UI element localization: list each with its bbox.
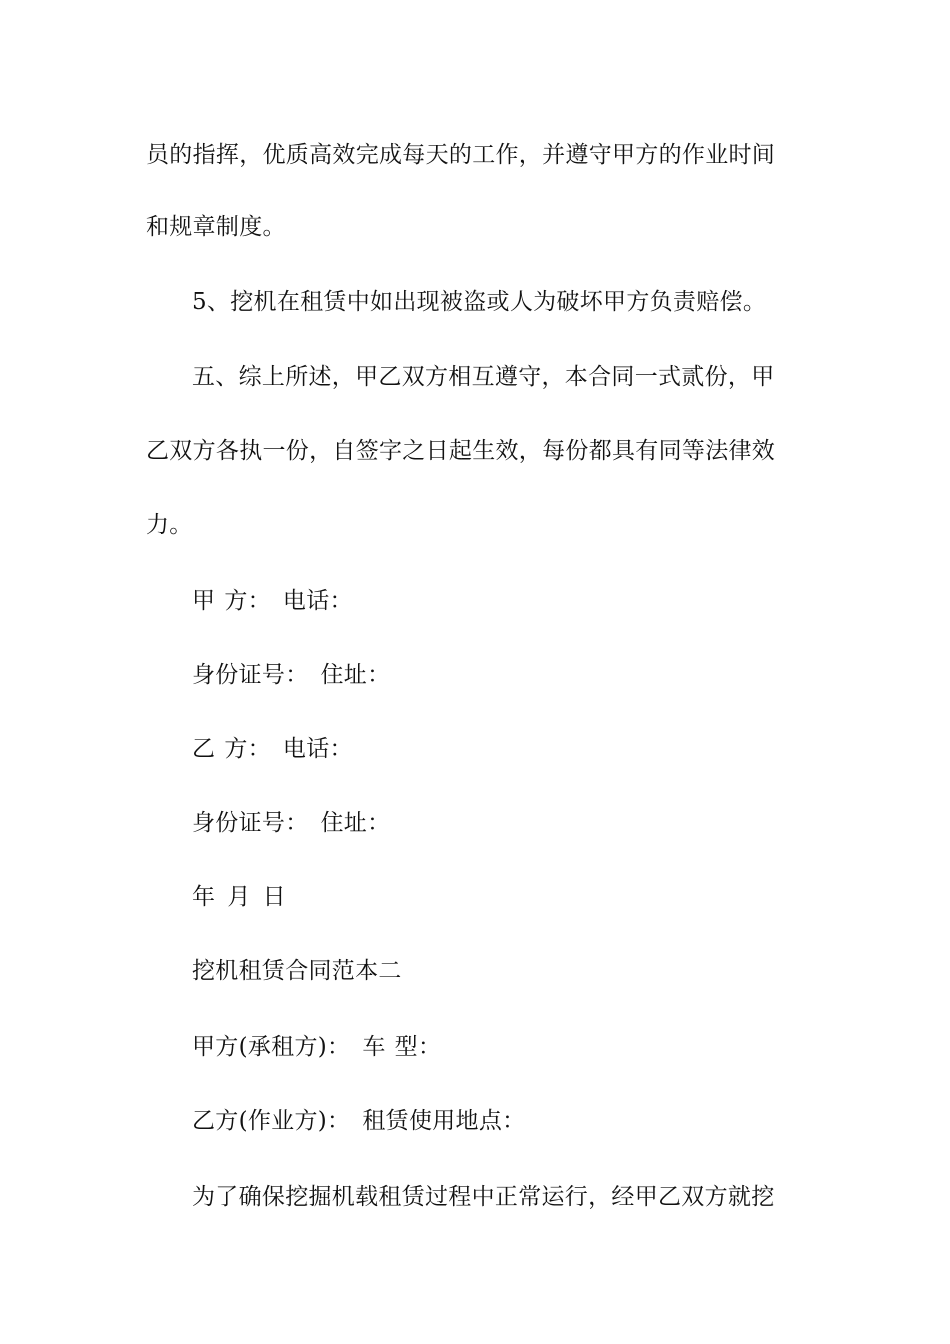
lessee-line [192,1032,441,1062]
clause-5: 5、挖机在租赁中如出现被盗或人为破坏甲方负责赔偿。 [192,289,767,315]
party-a-label: 甲 [192,588,216,614]
vehicle-label: 车 [362,1034,386,1060]
paragraph-line: 和规章制度。 [146,214,286,240]
party-b-id-label: 身份证号： [192,810,309,836]
contract-2-title: 挖机租赁合同范本二 [192,958,402,984]
paragraph-line: 员的指挥，优质高效完成每天的工作，并遵守甲方的作业时间 [146,142,776,168]
date-month: 月 [227,884,251,910]
party-b-label-suffix: 方： [224,736,271,762]
contract-2-intro: 为了确保挖掘机载租赁过程中正常运行，经甲乙双方就挖 [192,1184,775,1210]
party-b-id-line [192,808,390,838]
clause-five-line: 五、综上所述，甲乙双方相互遵守，本合同一式贰份，甲 [192,364,775,390]
lessee-label: 甲方(承租方)： [192,1034,351,1060]
operator-line [192,1106,525,1136]
party-b-line [192,734,353,764]
party-a-id-line [192,660,390,690]
clause-five-line: 力。 [146,512,193,538]
operator-label: 乙方(作业方)： [192,1108,351,1134]
party-a-phone: 电话： [282,588,353,614]
date-line [192,882,286,912]
party-a-label-suffix: 方： [224,588,271,614]
location-label: 租赁使用地点： [362,1108,526,1134]
party-a-id-label: 身份证号： [192,662,309,688]
party-b-phone: 电话： [282,736,353,762]
party-b-label: 乙 [192,736,216,762]
clause-five-line: 乙双方各执一份，自签字之日起生效，每份都具有同等法律效 [146,438,776,464]
party-a-address: 住址： [320,662,391,688]
party-b-address: 住址： [320,810,391,836]
date-day: 日 [262,884,286,910]
vehicle-label-suffix: 型： [394,1034,442,1060]
party-a-line [192,586,353,616]
date-year: 年 [192,884,216,910]
